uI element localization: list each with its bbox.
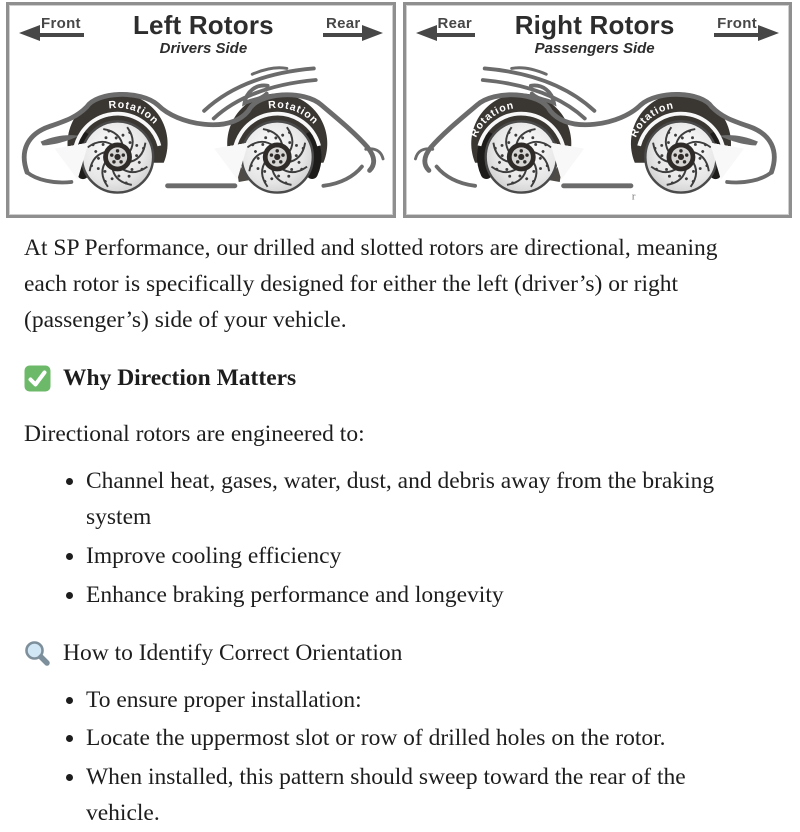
engineered-lead: Directional rotors are engineered to: [24, 420, 365, 447]
intro-paragraph: At SP Performance, our drilled and slotted rotors are directional, meaning each rotor is specifically designed for either the left (driver’s) or right (passenger’s) side of your vehicle. [24, 235, 718, 333]
heading-text: How to Identify Correct Orientation [63, 639, 403, 666]
direction-text: Front [714, 16, 760, 37]
why-direction-matters-heading [24, 361, 760, 397]
direction-text: Front [38, 16, 84, 37]
orientation-steps-list [24, 683, 760, 832]
rotation-label: Rotation [467, 99, 515, 140]
panel-subtitle: Passengers Side [534, 40, 655, 57]
list-item: • To ensure proper installation: [86, 683, 760, 719]
identify-orientation-heading [24, 636, 760, 672]
heading-text: Why Direction Matters [63, 364, 297, 391]
left-car-illustration [9, 55, 393, 207]
rear-direction-label [416, 16, 476, 37]
left-arrow-icon [19, 25, 40, 41]
right-panel-titles [475, 12, 714, 57]
panel-title: Left Rotors [132, 10, 274, 40]
list-item: • Channel heat, gases, water, dust, and debris away from the braking system [86, 464, 760, 536]
left-panel-titles [84, 12, 323, 57]
direction-text: Rear [435, 16, 476, 37]
rotation-label: Rotation [267, 98, 321, 128]
front-direction-label [19, 16, 84, 37]
rotation-label: Rotation [108, 98, 162, 128]
right-panel-header [406, 5, 790, 57]
list-item: • Enhance braking performance and longevity [86, 578, 760, 614]
rotation-label: Rotation [627, 99, 675, 140]
artifact-mark: r [631, 191, 635, 203]
list-item: • When installed, this pattern should sweep toward the rear of the vehicle. [86, 760, 760, 832]
right-car-illustration [406, 55, 790, 207]
right-rotors-panel [403, 2, 793, 218]
right-arrow-icon [758, 25, 779, 41]
direction-text: Rear [323, 16, 364, 37]
panel-subtitle: Drivers Side [159, 40, 248, 57]
left-rotors-panel [6, 2, 396, 218]
list-item: • Improve cooling efficiency [86, 539, 760, 575]
list-item: • Locate the uppermost slot or row of drilled holes on the rotor. [86, 721, 760, 757]
benefits-list [24, 464, 760, 614]
rotor-direction-diagram [0, 0, 800, 218]
right-arrow-icon [362, 25, 383, 41]
panel-title: Right Rotors [514, 10, 675, 40]
front-direction-label [714, 16, 779, 37]
article-content [0, 231, 800, 832]
green-checkbox-icon [24, 365, 51, 392]
left-panel-header [9, 5, 393, 57]
magnifying-glass-icon [24, 640, 51, 667]
rear-direction-label [323, 16, 383, 37]
left-arrow-icon [416, 25, 437, 41]
